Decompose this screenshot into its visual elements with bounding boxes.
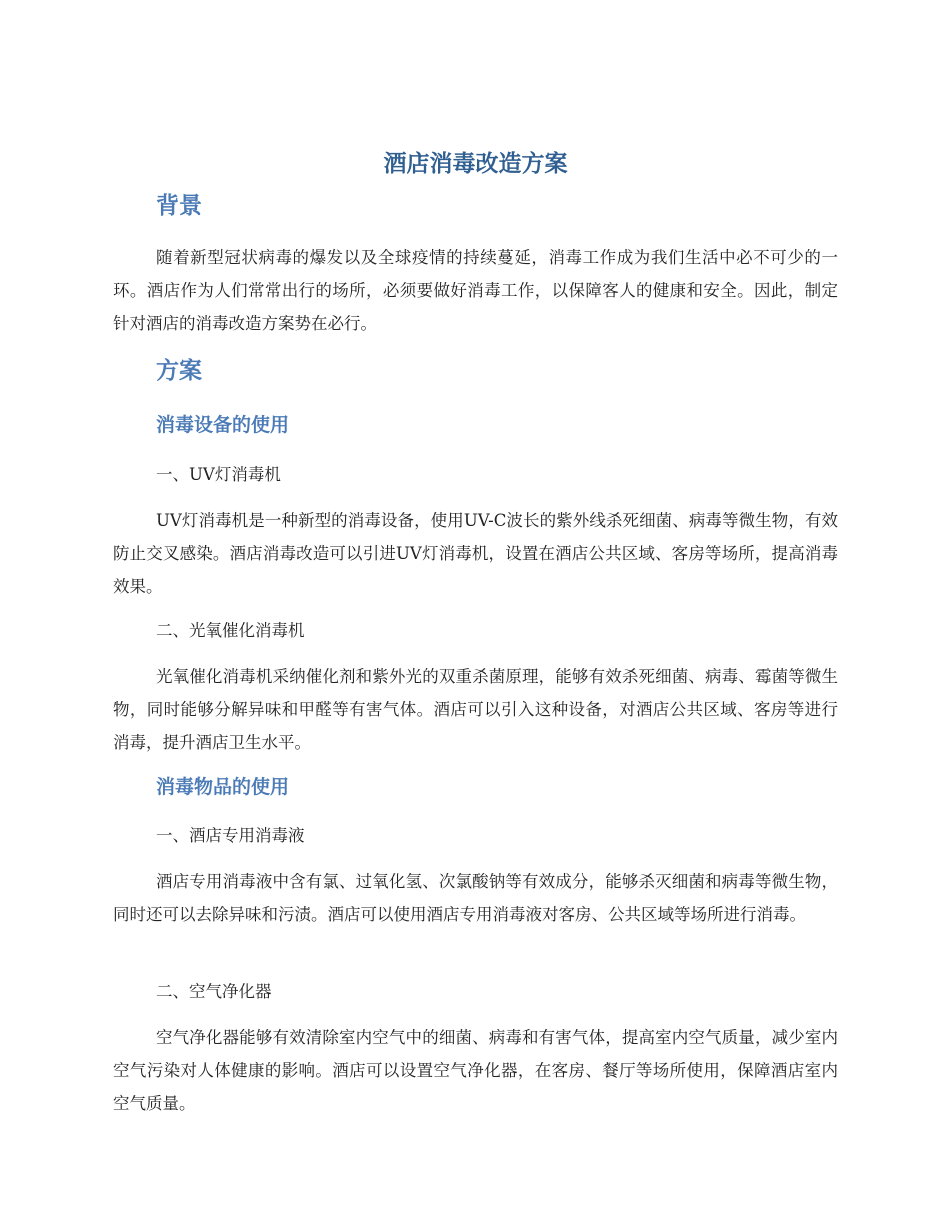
supplies-item-1-paragraph: 酒店专用消毒液中含有氯、过氧化氢、次氯酸钠等有效成分，能够杀灭细菌和病毒等微生物，同时还可以去除异味和污渍。酒店可以使用酒店专用消毒液对客房、公共区域等场所进行消毒。 xyxy=(113,872,838,924)
subsection-heading-equipment: 消毒设备的使用 xyxy=(156,414,290,436)
subsection-heading-supplies: 消毒物品的使用 xyxy=(156,776,290,798)
section-heading-plan: 方案 xyxy=(156,358,202,384)
equipment-item-2-title: 二、光氧催化消毒机 xyxy=(156,621,305,640)
background-paragraph: 随着新型冠状病毒的爆发以及全球疫情的持续蔓延，消毒工作成为我们生活中必不可少的一环。酒店作为人们常常出行的场所，必须要做好消毒工作，以保障客人的健康和安全。因此，制定针对酒店的消毒改造方案势在必行。 xyxy=(113,248,838,333)
equipment-item-1-paragraph: UV灯消毒机是一种新型的消毒设备，使用UV-C波长的紫外线杀死细菌、病毒等微生物，有效防止交叉感染。酒店消毒改造可以引进UV灯消毒机，设置在酒店公共区域、客房等场所，提高消毒效果。 xyxy=(113,511,838,596)
supplies-item-2-paragraph: 空气净化器能够有效清除室内空气中的细菌、病毒和有害气体，提高室内空气质量，减少室内空气污染对人体健康的影响。酒店可以设置空气净化器，在客房、餐厅等场所使用，保障酒店室内空气质量。 xyxy=(113,1028,838,1113)
equipment-item-2-paragraph: 光氧催化消毒机采纳催化剂和紫外光的双重杀菌原理，能够有效杀死细菌、病毒、霉菌等微生物，同时能够分解异味和甲醛等有害气体。酒店可以引入这种设备，对酒店公共区域、客房等进行消毒，提升酒店卫生水平。 xyxy=(113,667,838,752)
section-heading-background: 背景 xyxy=(156,193,202,219)
supplies-item-2-title: 二、空气净化器 xyxy=(156,982,272,1001)
document-title: 酒店消毒改造方案 xyxy=(383,151,568,177)
equipment-item-1-title: 一、UV灯消毒机 xyxy=(156,465,281,484)
supplies-item-1-title: 一、酒店专用消毒液 xyxy=(156,826,305,845)
